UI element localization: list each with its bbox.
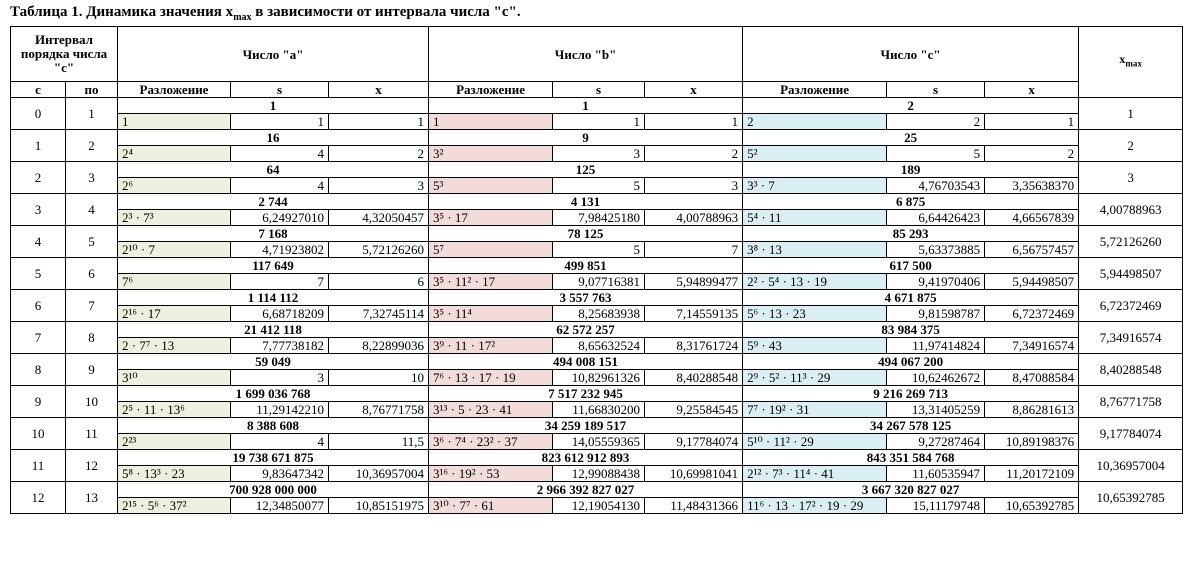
interval-from: 1 [11,130,66,162]
xmax-value: 4,00788963 [1079,194,1183,226]
number-c-decomposition: 2² · 5⁴ · 13 · 19 [743,274,887,290]
number-b-s: 12,99088438 [553,466,645,482]
number-a-x: 5,72126260 [329,242,429,258]
number-c-value: 6 875 [743,194,1079,210]
number-b-value: 1 [429,98,743,114]
number-c-x: 6,72372469 [985,306,1079,322]
number-c-s: 13,31405259 [887,402,985,418]
number-a-value: 117 649 [118,258,429,274]
header-b-decomposition: Разложение [429,82,553,98]
number-b-decomposition: 3¹⁶ · 19² · 53 [429,466,553,482]
table-row [11,418,1183,434]
number-a-decomposition: 2¹⁶ · 17 [118,306,231,322]
number-c-x: 10,65392785 [985,498,1079,514]
number-b-s: 9,07716381 [553,274,645,290]
number-b-value: 3 557 763 [429,290,743,306]
number-a-decomposition: 2⁴ [118,146,231,162]
number-c-value: 85 293 [743,226,1079,242]
number-c-s: 5,63373885 [887,242,985,258]
number-a-decomposition: 2³ · 7³ [118,210,231,226]
interval-from: 3 [11,194,66,226]
xmax-value: 8,76771758 [1079,386,1183,418]
table-row [11,322,1183,338]
interval-from: 5 [11,258,66,290]
interval-from: 8 [11,354,66,386]
number-b-s: 12,19054130 [553,498,645,514]
number-b-s: 10,82961326 [553,370,645,386]
table-row-detail [11,306,1183,322]
number-a-x: 7,32745114 [329,306,429,322]
number-a-s: 1 [231,114,329,130]
interval-to: 2 [66,130,118,162]
number-c-decomposition: 5⁴ · 11 [743,210,887,226]
table-row [11,290,1183,306]
xmax-value: 5,72126260 [1079,226,1183,258]
number-a-value: 19 738 671 875 [118,450,429,466]
number-c-decomposition: 2¹² · 7³ · 11⁴ · 41 [743,466,887,482]
number-c-x: 6,56757457 [985,242,1079,258]
number-c-x: 10,89198376 [985,434,1079,450]
number-c-s: 4,76703543 [887,178,985,194]
number-a-x: 4,32050457 [329,210,429,226]
header-number-c: Число "c" [743,27,1079,82]
header-a-decomposition: Разложение [118,82,231,98]
number-a-decomposition: 3¹⁰ [118,370,231,386]
number-a-decomposition: 1 [118,114,231,130]
number-b-x: 1 [645,114,743,130]
number-b-value: 9 [429,130,743,146]
number-b-decomposition: 3⁶ · 7⁴ · 23² · 37 [429,434,553,450]
xmax-value: 8,40288548 [1079,354,1183,386]
number-b-s: 14,05559365 [553,434,645,450]
number-b-value: 62 572 257 [429,322,743,338]
xmax-value: 2 [1079,130,1183,162]
interval-to: 10 [66,386,118,418]
number-a-s: 7 [231,274,329,290]
number-a-x: 2 [329,146,429,162]
number-b-x: 7 [645,242,743,258]
number-a-decomposition: 2⁶ [118,178,231,194]
number-c-value: 4 671 875 [743,290,1079,306]
table-row-detail [11,274,1183,290]
table-row-detail [11,114,1183,130]
header-b-s: s [553,82,645,98]
interval-to: 4 [66,194,118,226]
xmax-value: 1 [1079,98,1183,130]
number-a-s: 4 [231,146,329,162]
table-row-detail [11,242,1183,258]
number-c-x: 4,66567839 [985,210,1079,226]
interval-to: 3 [66,162,118,194]
number-a-s: 4 [231,178,329,194]
number-c-s: 11,97414824 [887,338,985,354]
number-b-decomposition: 5³ [429,178,553,194]
interval-from: 11 [11,450,66,482]
number-b-x: 8,40288548 [645,370,743,386]
number-c-x: 8,47088584 [985,370,1079,386]
number-a-x: 8,22899036 [329,338,429,354]
number-b-x: 10,69981041 [645,466,743,482]
xmax-value: 10,36957004 [1079,450,1183,482]
number-a-value: 7 168 [118,226,429,242]
number-a-value: 59 049 [118,354,429,370]
number-c-value: 83 984 375 [743,322,1079,338]
number-c-decomposition: 5² [743,146,887,162]
number-a-value: 1 699 036 768 [118,386,429,402]
number-c-s: 6,64426423 [887,210,985,226]
number-c-s: 11,60535947 [887,466,985,482]
number-b-s: 11,66830200 [553,402,645,418]
number-b-x: 8,31761724 [645,338,743,354]
number-a-s: 4,71923802 [231,242,329,258]
number-b-value: 2 966 392 827 027 [429,482,743,498]
number-c-s: 10,62462672 [887,370,985,386]
xmax-value: 9,17784074 [1079,418,1183,450]
number-b-decomposition: 3¹³ · 5 · 23 · 41 [429,402,553,418]
number-c-decomposition: 5¹⁰ · 11² · 29 [743,434,887,450]
xmax-value: 6,72372469 [1079,290,1183,322]
header-c-s: s [887,82,985,98]
number-c-value: 25 [743,130,1079,146]
number-c-value: 189 [743,162,1079,178]
number-a-decomposition: 2⁵ · 11 · 13⁶ [118,402,231,418]
number-c-s: 15,11179748 [887,498,985,514]
number-c-value: 3 667 320 827 027 [743,482,1079,498]
table-row-detail [11,498,1183,514]
number-a-decomposition: 2²³ [118,434,231,450]
number-a-value: 700 928 000 000 [118,482,429,498]
number-c-s: 5 [887,146,985,162]
interval-to: 9 [66,354,118,386]
table-row-detail [11,466,1183,482]
number-b-decomposition: 3⁹ · 11 · 17² [429,338,553,354]
number-b-decomposition: 3² [429,146,553,162]
number-c-x: 1 [985,114,1079,130]
header-b-x: x [645,82,743,98]
number-a-value: 64 [118,162,429,178]
interval-to: 1 [66,98,118,130]
interval-from: 7 [11,322,66,354]
number-c-value: 2 [743,98,1079,114]
header-c-x: x [985,82,1079,98]
number-b-x: 5,94899477 [645,274,743,290]
number-b-s: 5 [553,178,645,194]
table-row-detail [11,402,1183,418]
number-b-x: 3 [645,178,743,194]
table-row-detail [11,370,1183,386]
number-b-x: 9,25584545 [645,402,743,418]
number-a-s: 9,83647342 [231,466,329,482]
header-a-x: x [329,82,429,98]
interval-from: 9 [11,386,66,418]
interval-to: 5 [66,226,118,258]
number-a-x: 3 [329,178,429,194]
number-a-x: 8,76771758 [329,402,429,418]
number-c-value: 494 067 200 [743,354,1079,370]
interval-to: 7 [66,290,118,322]
table-row-detail [11,178,1183,194]
header-c-decomposition: Разложение [743,82,887,98]
number-b-s: 8,65632524 [553,338,645,354]
table-title: Таблица 1. Динамика значения $x_{max}$ в зависимости от интервала числа "c". [10,4,521,23]
number-b-s: 7,98425180 [553,210,645,226]
number-b-decomposition: 3¹⁰ · 7⁷ · 61 [429,498,553,514]
number-a-s: 4 [231,434,329,450]
number-a-value: 1 114 112 [118,290,429,306]
interval-to: 13 [66,482,118,514]
table-row-detail [11,338,1183,354]
table-row [11,162,1183,178]
number-c-s: 9,81598787 [887,306,985,322]
number-b-s: 8,25683938 [553,306,645,322]
number-b-value: 125 [429,162,743,178]
table-row [11,98,1183,114]
number-a-value: 16 [118,130,429,146]
xmax-value: 5,94498507 [1079,258,1183,290]
interval-from: 4 [11,226,66,258]
table-row [11,226,1183,242]
number-a-decomposition: 5⁸ · 13³ · 23 [118,466,231,482]
number-c-decomposition: 7⁷ · 19² · 31 [743,402,887,418]
number-b-x: 7,14559135 [645,306,743,322]
number-a-value: 21 412 118 [118,322,429,338]
number-c-x: 2 [985,146,1079,162]
number-a-s: 12,34850077 [231,498,329,514]
number-c-value: 34 267 578 125 [743,418,1079,434]
number-c-value: 843 351 584 768 [743,450,1079,466]
number-b-x: 2 [645,146,743,162]
header-number-a: Число "a" [118,27,429,82]
table-row-detail [11,146,1183,162]
number-a-decomposition: 2¹⁰ · 7 [118,242,231,258]
number-b-decomposition: 3⁵ · 11⁴ [429,306,553,322]
number-c-decomposition: 3³ · 7 [743,178,887,194]
table-row [11,194,1183,210]
number-a-decomposition: 2 · 7⁷ · 13 [118,338,231,354]
number-c-s: 9,41970406 [887,274,985,290]
table-row [11,258,1183,274]
number-b-value: 823 612 912 893 [429,450,743,466]
header-from: с [11,82,66,98]
number-a-s: 6,24927010 [231,210,329,226]
number-b-decomposition: 3⁵ · 17 [429,210,553,226]
number-a-x: 11,5 [329,434,429,450]
number-a-x: 10,85151975 [329,498,429,514]
interval-to: 11 [66,418,118,450]
number-c-decomposition: 5⁶ · 13 · 23 [743,306,887,322]
number-b-decomposition: 7⁶ · 13 · 17 · 19 [429,370,553,386]
header-interval: Интервал порядка числа "c" [11,27,118,82]
number-a-x: 10 [329,370,429,386]
xmax-value: 3 [1079,162,1183,194]
interval-to: 6 [66,258,118,290]
number-c-x: 11,20172109 [985,466,1079,482]
xmax-value: 10,65392785 [1079,482,1183,514]
header-a-s: s [231,82,329,98]
table-row [11,354,1183,370]
table-row-detail [11,210,1183,226]
number-a-s: 11,29142210 [231,402,329,418]
xmax-value: 7,34916574 [1079,322,1183,354]
number-b-s: 3 [553,146,645,162]
number-a-value: 2 744 [118,194,429,210]
number-b-s: 5 [553,242,645,258]
number-b-value: 78 125 [429,226,743,242]
interval-to: 8 [66,322,118,354]
number-c-decomposition: 3⁸ · 13 [743,242,887,258]
number-b-s: 1 [553,114,645,130]
number-c-x: 8,86281613 [985,402,1079,418]
table-row-detail [11,434,1183,450]
number-a-s: 6,68718209 [231,306,329,322]
interval-from: 12 [11,482,66,514]
number-c-value: 617 500 [743,258,1079,274]
number-b-x: 11,48431366 [645,498,743,514]
number-b-value: 34 259 189 517 [429,418,743,434]
number-c-decomposition: 2 [743,114,887,130]
number-b-x: 9,17784074 [645,434,743,450]
number-c-decomposition: 2⁹ · 5² · 11³ · 29 [743,370,887,386]
number-b-decomposition: 1 [429,114,553,130]
interval-from: 0 [11,98,66,130]
header-to: по [66,82,118,98]
number-a-value: 1 [118,98,429,114]
number-b-value: 494 008 151 [429,354,743,370]
interval-from: 6 [11,290,66,322]
header-xmax: $x_{max}$ [1079,27,1183,98]
header-number-b: Число "b" [429,27,743,82]
number-c-decomposition: 11⁶ · 13 · 17² · 19 · 29 [743,498,887,514]
number-b-value: 499 851 [429,258,743,274]
number-c-x: 3,35638370 [985,178,1079,194]
number-b-value: 4 131 [429,194,743,210]
number-a-decomposition: 7⁶ [118,274,231,290]
number-b-value: 7 517 232 945 [429,386,743,402]
number-a-x: 1 [329,114,429,130]
number-c-value: 9 216 269 713 [743,386,1079,402]
table-row [11,130,1183,146]
interval-from: 10 [11,418,66,450]
xmax-table [10,26,1183,514]
table-row [11,482,1183,498]
number-a-x: 6 [329,274,429,290]
interval-from: 2 [11,162,66,194]
table-row [11,450,1183,466]
number-a-decomposition: 2¹⁵ · 5⁶ · 37² [118,498,231,514]
number-a-x: 10,36957004 [329,466,429,482]
number-c-s: 9,27287464 [887,434,985,450]
number-a-s: 7,77738182 [231,338,329,354]
number-a-value: 8 388 608 [118,418,429,434]
interval-to: 12 [66,450,118,482]
table-row [11,386,1183,402]
number-b-x: 4,00788963 [645,210,743,226]
number-a-s: 3 [231,370,329,386]
number-c-s: 2 [887,114,985,130]
number-c-x: 7,34916574 [985,338,1079,354]
number-c-x: 5,94498507 [985,274,1079,290]
number-b-decomposition: 3⁵ · 11² · 17 [429,274,553,290]
number-b-decomposition: 5⁷ [429,242,553,258]
number-c-decomposition: 5⁹ · 43 [743,338,887,354]
